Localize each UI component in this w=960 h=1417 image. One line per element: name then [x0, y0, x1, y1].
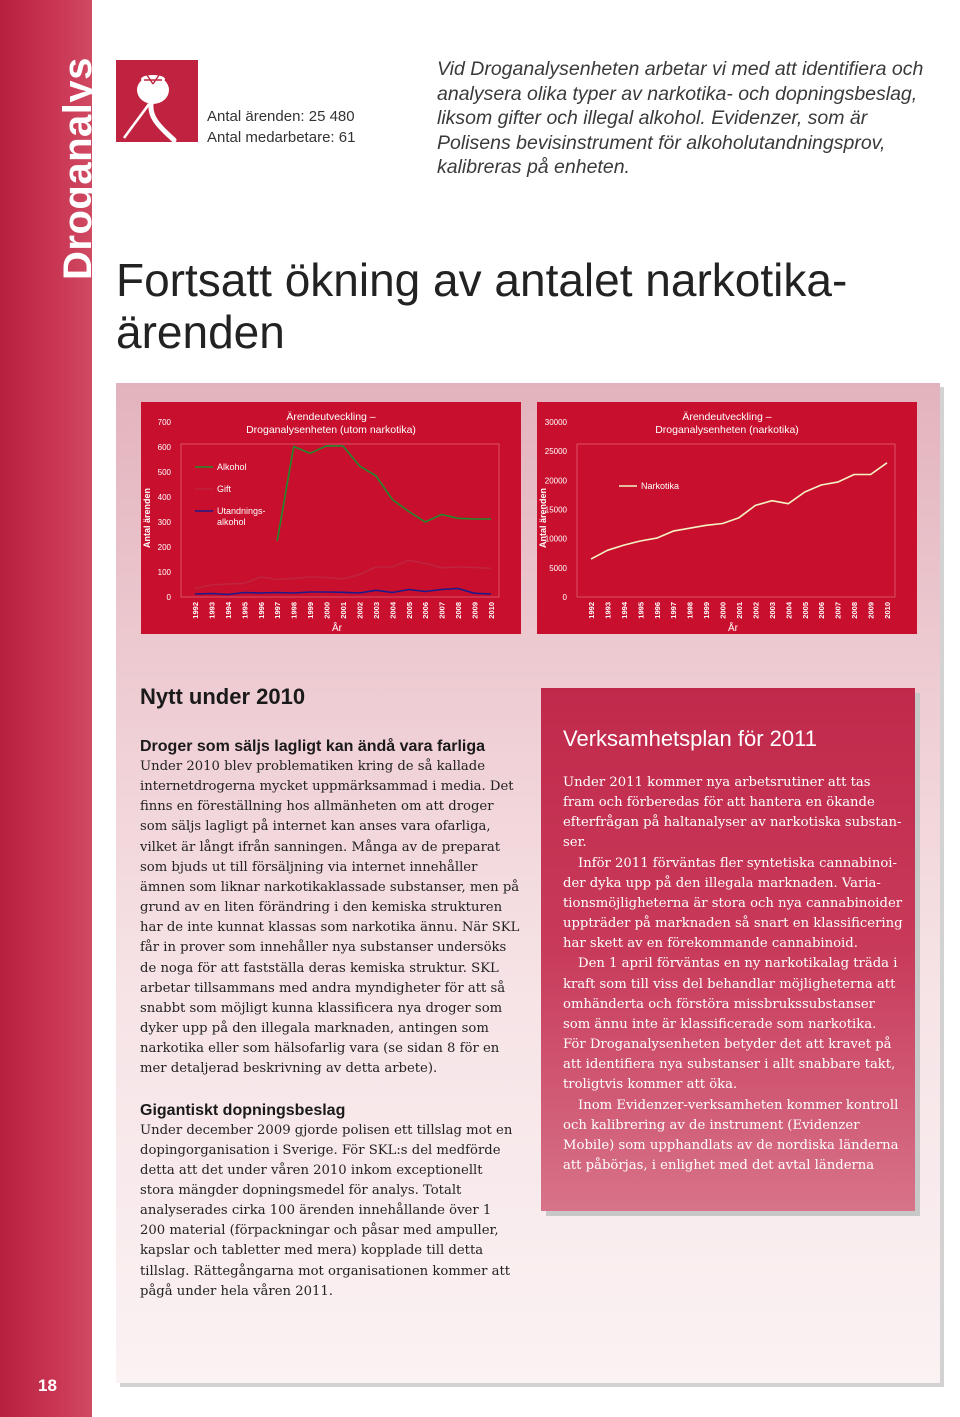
y-tick-label: 0 — [562, 593, 567, 602]
plot-area — [577, 444, 895, 597]
x-tick-label: 1997 — [669, 602, 679, 619]
article-title-doping-seizure: Gigantiskt dopningsbeslag — [140, 1101, 346, 1119]
plan-text — [563, 773, 903, 1176]
y-tick-label: 200 — [157, 543, 171, 552]
chart-title: Ärendeutveckling – Droganalysenheten (utom narkotika) — [246, 411, 416, 436]
y-tick-label: 300 — [157, 518, 171, 527]
article-text-doping-seizure: Under december 2009 gjorde polisen ett tillslag mot en dopingorganisation i Sverige. För SKL:s del medförde detta att det under våren 2010 inkom exceptionellt stora mängder dopningsmedel för analys. Totalt analyserades cirka 100 ärenden innehållande över 1 200 material (förpackningar och påsar med ampuller, kapslar och tabletter med mera) kopplade till detta tillslag. Rättegångarna mot organisationen kommer att pågå under hela våren 2011. — [140, 1122, 513, 1299]
plan-paragraph-3: Den 1 april förväntas en ny narkotikalag träda i kraft som till viss del behandlar möjligheterna att omhänderta och förstöra missbrukssubstanser som ännu inte är klassificerade som narkotika. För Droganalysenheten betyder det att kravet på att identifiera nya substanser i allt snabbare takt, troligtvis kommer att öka. — [563, 956, 898, 1093]
plan-2011-box — [541, 688, 915, 1211]
news-2010-section — [140, 684, 520, 1302]
plan-paragraph-4: Inom Evidenzer-verksamheten kommer kontroll och kalibrering av de instrument (Evidenzer Mobile) som upphandlats av de nordiska länderna att påbörjas, i enlighet med det avtal länderna — [563, 1097, 899, 1173]
page-headline: Fortsatt ökning av antalet narkotikaärenden — [116, 254, 848, 358]
x-tick-label: 2007 — [437, 602, 447, 619]
x-tick-label: 2007 — [833, 602, 843, 619]
x-tick-label: 1999 — [306, 602, 316, 619]
news-heading: Nytt under 2010 — [140, 684, 306, 709]
x-tick-label: 2006 — [817, 602, 827, 619]
y-tick-label: 400 — [157, 493, 171, 502]
x-tick-label: 2008 — [850, 602, 860, 619]
y-tick-label: 25000 — [544, 447, 567, 457]
x-axis-label: År — [332, 623, 342, 634]
chart-svg — [537, 402, 917, 634]
chart-title: Ärendeutveckling – Droganalysenheten (narkotika) — [655, 411, 799, 436]
x-tick-label: 1996 — [256, 602, 266, 619]
plan-heading: Verksamhetsplan för 2011 — [563, 726, 817, 751]
y-tick-label: 10000 — [544, 534, 567, 544]
y-tick-label: 0 — [166, 593, 171, 602]
y-tick-label: 500 — [157, 468, 171, 477]
y-tick-label: 20000 — [544, 476, 567, 486]
x-tick-label: 1993 — [207, 602, 217, 619]
x-tick-label: 2010 — [487, 602, 496, 619]
x-tick-label: 2001 — [339, 602, 348, 619]
chart-narkotika — [537, 402, 917, 634]
x-tick-label: 2003 — [371, 602, 381, 619]
legend-label: Utandnings-alkohol — [217, 506, 266, 527]
x-tick-label: 1996 — [652, 602, 662, 619]
case-count: Antal ärenden: 25 480 — [207, 108, 355, 125]
legend-label: Narkotika — [641, 481, 680, 491]
y-axis-label: Antal ärenden — [538, 487, 548, 549]
article-text-legal-drugs: Under 2010 blev problematiken kring de så kallade internetdrogerna mycket uppmärksammad i media. Det finns en föreställning hos allmänheten om att droger som säljs lagligt på internet kan anses vara ofarliga, vilket är långt ifrån sanningen. Många av de preparat som bjuds ut till försäljning via internet innehåller ämnen som liknar narkotikaklassade substanser, men på grund av en liten förändring i den kemiska strukturen har de inte kunnat klassas som narkotika ännu. När SKL får in prover som innehåller nya substanser undersöks de noga för att fastställa deras kemiska struktur. SKL arbetar tillsammans med andra myndigheter för att så snabbt som möjligt kunna klassificera nya droger som dyker upp på den illegala marknaden, antingen som narkotika eller som hälsofarlig vara (se sidan 8 för en mer detaljerad beskrivning av detta arbete). — [140, 759, 520, 1077]
chart-utom-narkotika — [141, 402, 521, 634]
x-tick-label: 1994 — [619, 602, 629, 619]
x-tick-label: 1998 — [685, 602, 695, 619]
legend-label: Gift — [217, 484, 232, 494]
unit-stats — [207, 106, 355, 148]
section-title: Droganalys — [56, 57, 100, 280]
y-tick-label: 15000 — [544, 505, 567, 515]
y-tick-label: 5000 — [549, 563, 567, 573]
x-tick-label: 2004 — [784, 602, 794, 619]
y-tick-label: 600 — [157, 443, 171, 452]
y-tick-label: 30000 — [544, 418, 567, 427]
x-tick-label: 2002 — [355, 602, 365, 619]
plan-paragraph-2: Inför 2011 förväntas fler syntetiska cannabinoider dyka upp på den illegala marknaden. Variationsmöjligheterna är stora och nya cannabinoider uppträder på marknaden så snart en klassificering har skett av en förekommande cannabinoid. — [563, 855, 903, 952]
y-tick-label: 100 — [157, 568, 171, 577]
x-tick-label: 2008 — [454, 602, 464, 619]
x-tick-label: 1993 — [603, 602, 613, 619]
x-axis-label: År — [728, 623, 738, 634]
x-tick-label: 1992 — [587, 602, 596, 619]
intro-text: Vid Droganalysenheten arbetar vi med att identifiera och analysera olika typer av narkotika- och dopningsbeslag, liksom gifter och illegal alkohol. Evidenzer, som är Polisens bevisinstrument för alkoholutandningsprov, kalibreras på enheten. — [437, 58, 924, 178]
x-tick-label: 2000 — [718, 602, 728, 619]
x-tick-label: 2002 — [751, 602, 761, 619]
x-tick-label: 2005 — [800, 602, 810, 619]
poppy-icon — [116, 60, 198, 142]
legend-label: Alkohol — [217, 462, 247, 472]
poppy-logo — [116, 60, 198, 142]
x-tick-label: 2009 — [470, 602, 480, 619]
x-tick-label: 2005 — [404, 602, 414, 619]
chart-svg — [141, 402, 521, 634]
x-tick-label: 2010 — [883, 602, 892, 619]
x-tick-label: 2003 — [767, 602, 777, 619]
page-number: 18 — [38, 1376, 57, 1395]
x-tick-label: 1995 — [636, 602, 646, 619]
x-tick-label: 1999 — [702, 602, 712, 619]
x-tick-label: 1992 — [191, 602, 200, 619]
y-tick-label: 700 — [157, 418, 171, 427]
plan-paragraph-1: Under 2011 kommer nya arbetsrutiner att tas fram och förberedas för att hantera en ökande efterfrågan på haltanalyser av narkotiska substanser. — [563, 775, 902, 851]
x-tick-label: 1998 — [289, 602, 299, 619]
x-tick-label: 1997 — [273, 602, 283, 619]
x-tick-label: 1994 — [223, 602, 233, 619]
x-tick-label: 2001 — [735, 602, 744, 619]
x-tick-label: 2009 — [866, 602, 876, 619]
x-tick-label: 2004 — [388, 602, 398, 619]
x-tick-label: 1995 — [240, 602, 250, 619]
y-axis-label: Antal ärenden — [142, 487, 152, 549]
x-tick-label: 2000 — [322, 602, 332, 619]
staff-count: Antal medarbetare: 61 — [207, 129, 356, 146]
article-title-legal-drugs: Droger som säljs lagligt kan ändå vara farliga — [140, 738, 486, 755]
x-tick-label: 2006 — [421, 602, 431, 619]
